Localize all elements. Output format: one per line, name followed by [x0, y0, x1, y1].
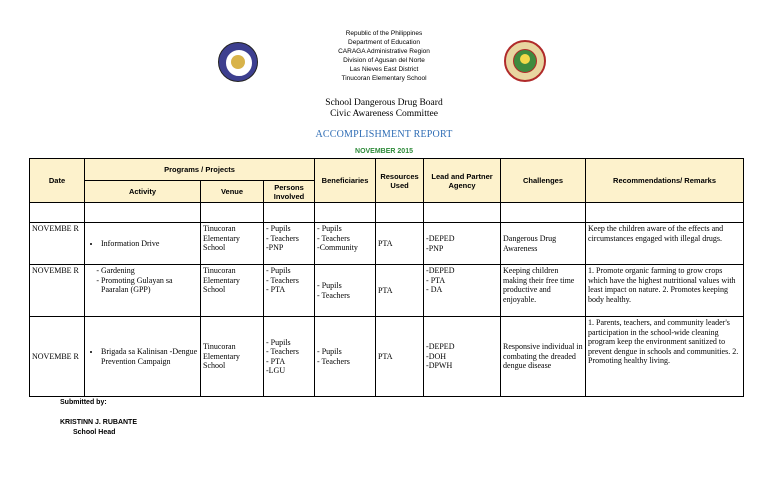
- header-activity: Activity: [85, 181, 201, 203]
- row-resources: PTA: [376, 317, 424, 397]
- row-lead: [424, 223, 501, 265]
- person-item: -PNP: [266, 243, 284, 252]
- row-activity: [85, 265, 201, 317]
- row-challenges: Dangerous Drug Awareness: [501, 223, 586, 265]
- row-persons: [264, 223, 315, 265]
- row-beneficiaries: [315, 317, 376, 397]
- beneficiary-item: - Teachers: [317, 233, 350, 243]
- agency-item: -DEPED: [426, 234, 455, 243]
- person-item: - Teachers: [266, 233, 299, 243]
- header-line-division: Division of Agusan del Norte: [343, 57, 425, 64]
- header-line-region: CARAGA Administrative Region: [338, 48, 430, 55]
- beneficiary-item: -Community: [317, 243, 358, 252]
- activity-item: • Brigada sa Kalinisan -Dengue Prevention Campaign: [101, 347, 198, 366]
- committee-title: Civic Awareness Committee: [330, 109, 438, 119]
- beneficiary-item: - Teachers: [317, 356, 350, 366]
- activity-item: - Gardening: [101, 266, 198, 276]
- header-date: Date: [30, 159, 85, 203]
- report-month: NOVEMBER 2015: [355, 148, 413, 155]
- header-beneficiaries: Beneficiaries: [315, 159, 376, 203]
- signatory-name: KRISTINN J. RUBANTE: [60, 419, 138, 426]
- row-venue: Tinucoran Elementary School: [201, 223, 264, 265]
- row-recommendations: 1. Parents, teachers, and community leader's participation in the school-wide cleaning program keep the environment sanitized to prevent dengue in schools and communities. 2. Promoting healthy living.: [586, 317, 744, 397]
- header-challenges: Challenges: [501, 159, 586, 203]
- agency-item: - DA: [426, 285, 443, 294]
- row-activity: [85, 317, 201, 397]
- beneficiary-item: - Pupils: [317, 281, 342, 290]
- person-item: - Pupils: [266, 266, 291, 275]
- row-persons: [264, 265, 315, 317]
- row-resources: PTA: [376, 265, 424, 317]
- person-item: - PTA: [266, 356, 286, 366]
- header-lead-agency: Lead and Partner Agency: [424, 159, 501, 203]
- submitted-by-label: Submitted by:: [60, 399, 107, 406]
- row-beneficiaries: [315, 265, 376, 317]
- header-line-department: Department of Education: [348, 39, 420, 46]
- agency-item: -DOH: [426, 351, 447, 361]
- beneficiary-item: - Teachers: [317, 290, 350, 300]
- row-challenges: Responsive individual in combating the dreaded dengue disease: [501, 317, 586, 397]
- header-programs: Programs / Projects: [85, 159, 315, 181]
- person-item: - Teachers: [266, 275, 299, 285]
- beneficiary-item: - Pupils: [317, 347, 342, 356]
- row-activity: [85, 223, 201, 265]
- agency-item: -DEPED: [426, 266, 455, 275]
- row-resources: PTA: [376, 223, 424, 265]
- signatory-position: School Head: [73, 429, 116, 436]
- row-recommendations: 1. Promote organic farming to grow crops which have the highest nutritional values with least impact on nature. 2. Promotes keeping body healthy.: [586, 265, 744, 317]
- table-row: [30, 317, 744, 397]
- beneficiary-item: - Pupils: [317, 224, 342, 233]
- header-line-republic: Republic of the Philippines: [345, 30, 423, 37]
- row-lead: [424, 265, 501, 317]
- activity-item: • Information Drive: [101, 239, 198, 249]
- header-line-school: Tinucoran Elementary School: [341, 75, 427, 82]
- person-item: - Pupils: [266, 337, 291, 347]
- row-recommendations: Keep the children aware of the effects and circumstances engaged with illegal drugs.: [586, 223, 744, 265]
- agency-item: - PTA: [426, 275, 446, 285]
- row-date: NOVEMBE R: [30, 223, 85, 265]
- accomplishment-table: [29, 158, 744, 397]
- person-item: - PTA: [266, 285, 286, 294]
- agency-item: -DEPED: [426, 342, 455, 352]
- row-challenges: Keeping children making their free time productive and enjoyable.: [501, 265, 586, 317]
- board-title: School Dangerous Drug Board: [325, 98, 443, 108]
- agency-item: -DPWH: [426, 361, 453, 371]
- row-venue: Tinucoran Elementary School: [201, 265, 264, 317]
- row-venue: Tinucoran Elementary School: [201, 317, 264, 397]
- table-row: [30, 265, 744, 317]
- row-date: NOVEMBE R: [30, 265, 85, 317]
- table-row: [30, 223, 744, 265]
- header-recommendations: Recommendations/ Remarks: [586, 159, 744, 203]
- person-item: - Teachers: [266, 347, 299, 356]
- header-resources: Resources Used: [376, 159, 424, 203]
- agency-item: -PNP: [426, 243, 444, 253]
- row-date: NOVEMBE R: [30, 317, 85, 397]
- header-persons: Persons Involved: [264, 181, 315, 203]
- row-persons: [264, 317, 315, 397]
- header-line-district: Las Nieves East District: [349, 66, 419, 73]
- person-item: - Pupils: [266, 224, 291, 233]
- activity-item: - Promoting Gulayan sa Paaralan (GPP): [101, 276, 198, 295]
- person-item: -LGU: [266, 366, 286, 375]
- row-beneficiaries: [315, 223, 376, 265]
- report-title: ACCOMPLISHMENT REPORT: [315, 129, 453, 140]
- header-venue: Venue: [201, 181, 264, 203]
- row-lead: [424, 317, 501, 397]
